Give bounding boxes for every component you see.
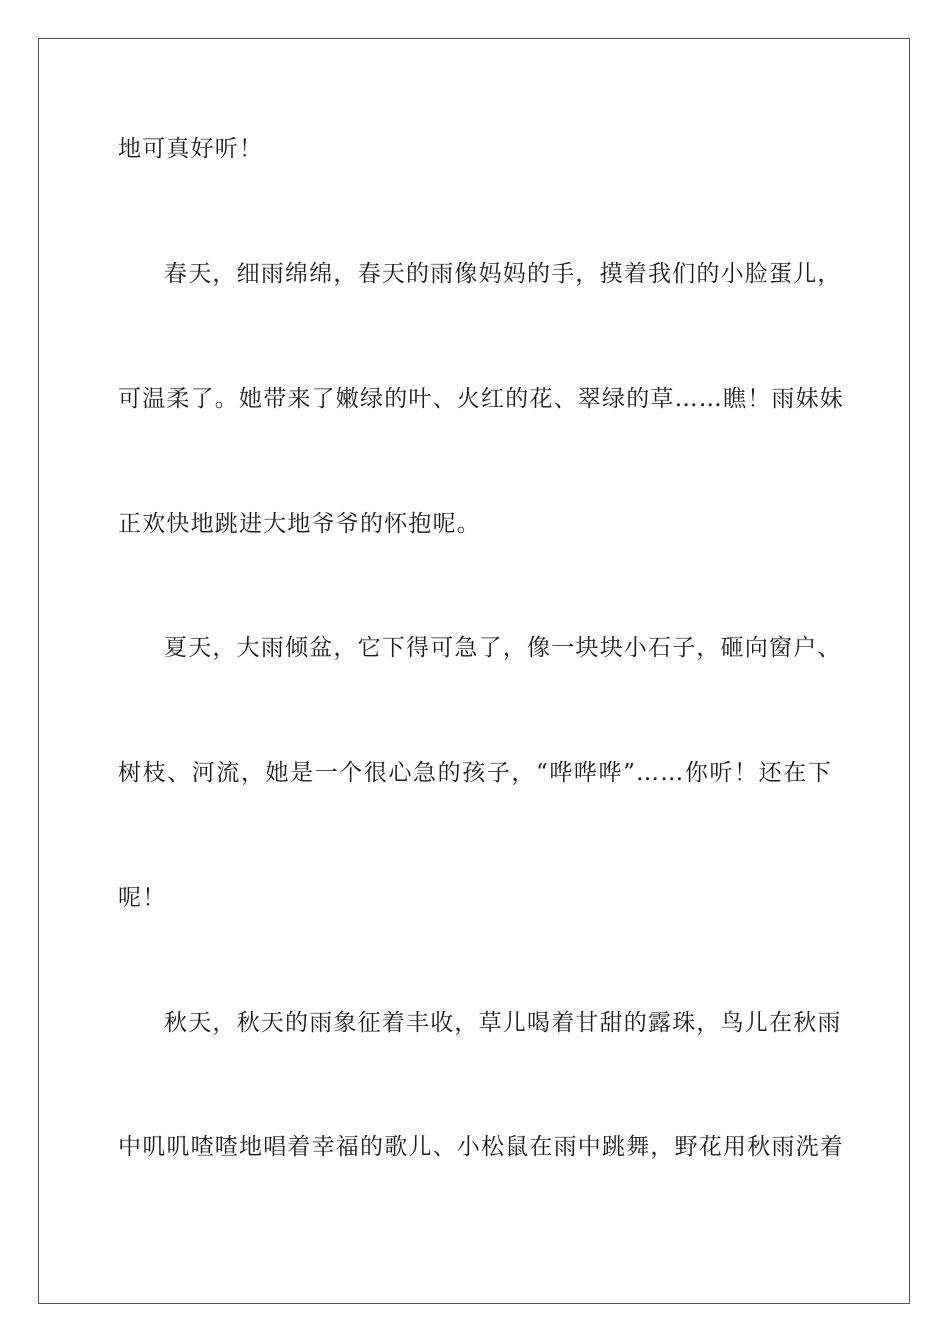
paragraph-autumn-line-2: 中叽叽喳喳地唱着幸福的歌儿、小松鼠在雨中跳舞，野花用秋雨洗着	[118, 1134, 844, 1160]
paragraph-summer-line-3: 呢！	[118, 885, 167, 911]
paragraph-autumn-line-1: 秋天，秋天的雨象征着丰收，草儿喝着甘甜的露珠，鸟儿在秋雨	[164, 1010, 842, 1036]
paragraph-spring-line-1: 春天，细雨绵绵，春天的雨像妈妈的手，摸着我们的小脸蛋儿，	[164, 261, 842, 287]
paragraph-spring-line-3: 正欢快地跳进大地爷爷的怀抱呢。	[118, 511, 481, 537]
text-line-1: 地可真好听！	[118, 136, 264, 162]
paragraph-spring-line-2: 可温柔了。她带来了嫩绿的叶、火红的花、翠绿的草……瞧！雨妹妹	[118, 386, 844, 412]
paragraph-summer-line-2: 树枝、河流，她是一个很心急的孩子，“哗哗哗”……你听！还在下	[118, 760, 832, 786]
paragraph-summer-line-1: 夏天，大雨倾盆，它下得可急了，像一块块小石子，砸向窗户、	[164, 635, 842, 661]
page-frame	[38, 38, 910, 1304]
